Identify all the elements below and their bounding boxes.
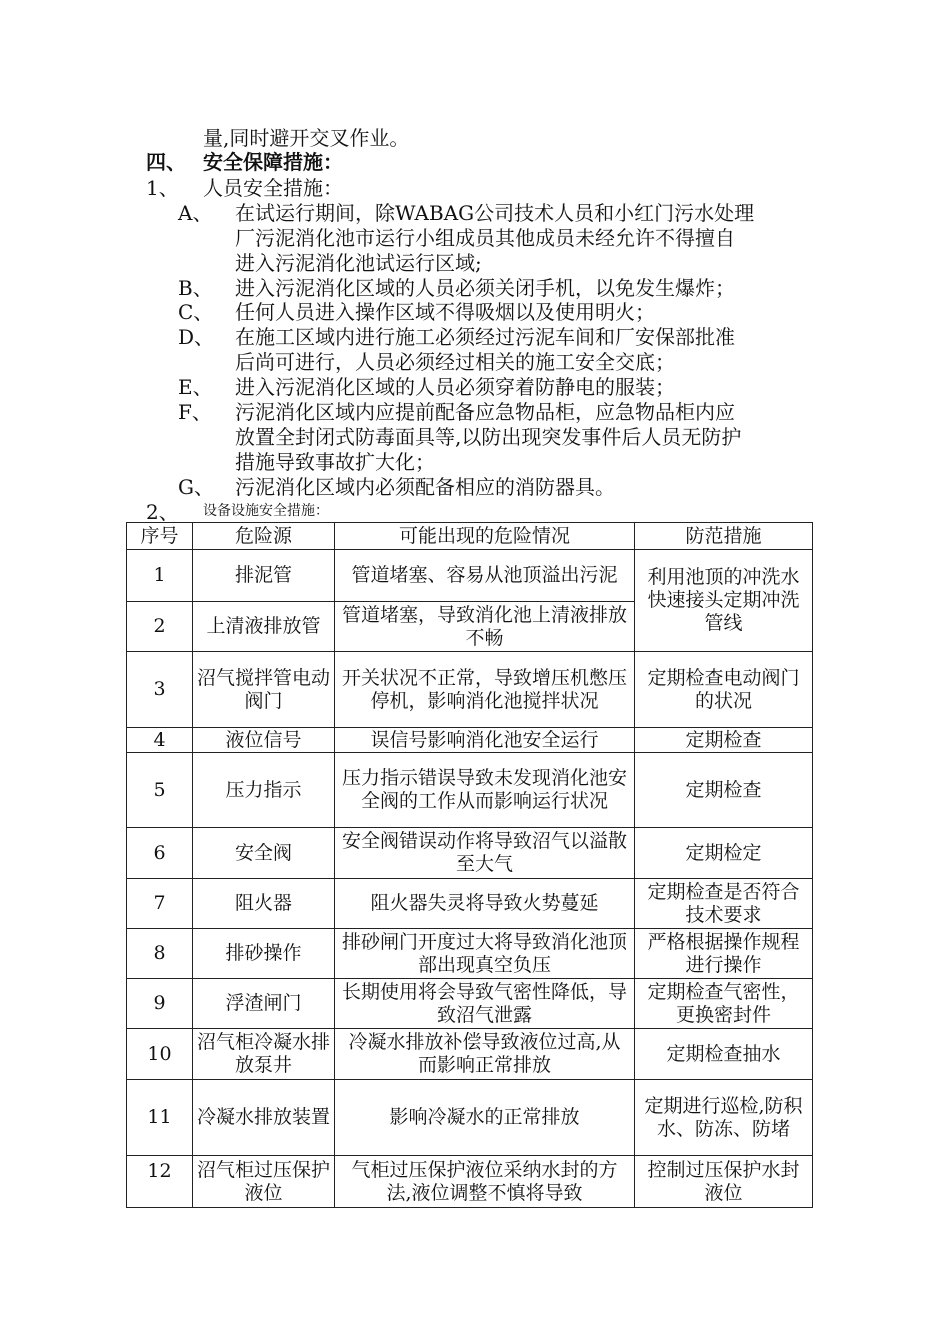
table-row: [127, 828, 813, 879]
header-measure: 防范措施: [635, 523, 813, 550]
cell-measure: 定期检查电动阀门的状况: [635, 652, 813, 728]
table-header-row: [127, 523, 813, 550]
table-row: [127, 728, 813, 753]
cell-measure: 严格根据操作规程进行操作: [635, 929, 813, 979]
cell-no: 2: [127, 602, 193, 652]
item-label: A、: [178, 201, 213, 225]
item-label: E、: [178, 375, 213, 399]
cell-danger: 压力指示错误导致未发现消化池安全阀的工作从而影响运行状况: [335, 753, 635, 828]
cell-no: 9: [127, 979, 193, 1029]
item-label: F、: [178, 400, 212, 424]
cell-source: 沼气柜冷凝水排放泵井: [193, 1029, 335, 1080]
table-row: [127, 879, 813, 929]
cell-measure: 控制过压保护水封液位: [635, 1156, 813, 1208]
item-text: 在试运行期间，除WABAG公司技术人员和小红门污水处理: [235, 201, 755, 225]
subsection-1-title: 人员安全措施：: [203, 176, 343, 200]
cell-measure: 定期进行巡检,防积水、防冻、防堵: [635, 1080, 813, 1156]
item-text: 任何人员进入操作区域不得吸烟以及使用明火；: [235, 300, 655, 324]
cell-source: 压力指示: [193, 753, 335, 828]
section-number: 四、: [146, 150, 186, 174]
item-text: 污泥消化区域内必须配备相应的消防器具。: [235, 475, 615, 499]
item-text: 进入污泥消化区域的人员必须穿着防静电的服装；: [235, 375, 675, 399]
cell-danger: 阻火器失灵将导致火势蔓延: [335, 879, 635, 929]
table-row: [127, 550, 813, 602]
cell-source: 沼气搅拌管电动阀门: [193, 652, 335, 728]
table-row: [127, 979, 813, 1029]
continuation-text: 量,同时避开交叉作业。: [203, 126, 410, 150]
cell-source: 安全阀: [193, 828, 335, 879]
cell-source: 排泥管: [193, 550, 335, 602]
cell-danger: 管道堵塞，导致消化池上清液排放不畅: [335, 602, 635, 652]
header-danger: 可能出现的危险情况: [335, 523, 635, 550]
cell-danger: 气柜过压保护液位采纳水封的方法,液位调整不慎将导致: [335, 1156, 635, 1208]
cell-no: 3: [127, 652, 193, 728]
item-text: 在施工区域内进行施工必须经过污泥车间和厂安保部批准: [235, 325, 735, 349]
cell-no: 8: [127, 929, 193, 979]
cell-measure: 定期检查: [635, 728, 813, 753]
cell-measure: 定期检查抽水: [635, 1029, 813, 1080]
cell-danger: 开关状况不正常，导致增压机憋压停机，影响消化池搅拌状况: [335, 652, 635, 728]
table-row: [127, 652, 813, 728]
cell-danger: 误信号影响消化池安全运行: [335, 728, 635, 753]
table-row: [127, 1080, 813, 1156]
cell-no: 5: [127, 753, 193, 828]
table-row: [127, 753, 813, 828]
cell-no: 4: [127, 728, 193, 753]
item-text: 放置全封闭式防毒面具等,以防出现突发事件后人员无防护: [235, 425, 742, 449]
subsection-1-number: 1、: [146, 176, 179, 200]
section-title: 安全保障措施：: [203, 150, 343, 174]
cell-source: 浮渣闸门: [193, 979, 335, 1029]
cell-measure: 定期检查: [635, 753, 813, 828]
header-source: 危险源: [193, 523, 335, 550]
item-text: 厂污泥消化池市运行小组成员其他成员未经允许不得擅自: [235, 226, 735, 250]
item-text: 后尚可进行，人员必须经过相关的施工安全交底；: [235, 350, 675, 374]
cell-danger: 冷凝水排放补偿导致液位过高,从而影响正常排放: [335, 1029, 635, 1080]
cell-no: 1: [127, 550, 193, 602]
cell-measure: 定期检查气密性，更换密封件: [635, 979, 813, 1029]
cell-no: 11: [127, 1080, 193, 1156]
subsection-2-number: 2、: [146, 500, 179, 524]
cell-danger: 影响冷凝水的正常排放: [335, 1080, 635, 1156]
item-text: 污泥消化区域内应提前配备应急物品柜，应急物品柜内应: [235, 400, 735, 424]
cell-measure: 利用池顶的冲洗水快速接头定期冲洗管线: [635, 550, 813, 652]
header-no: 序号: [127, 523, 193, 550]
subsection-2-title: 设备设施安全措施：: [203, 503, 329, 519]
item-text: 进入污泥消化池试运行区域;: [235, 251, 482, 275]
cell-measure: 定期检查是否符合技术要求: [635, 879, 813, 929]
cell-source: 液位信号: [193, 728, 335, 753]
table-row: [127, 929, 813, 979]
item-label: G、: [178, 475, 214, 499]
item-text: 措施导致事故扩大化；: [235, 450, 435, 474]
cell-danger: 管道堵塞、容易从池顶溢出污泥: [335, 550, 635, 602]
cell-no: 10: [127, 1029, 193, 1080]
cell-no: 7: [127, 879, 193, 929]
cell-source: 冷凝水排放装置: [193, 1080, 335, 1156]
cell-no: 6: [127, 828, 193, 879]
equipment-safety-table: [126, 522, 813, 1208]
cell-source: 上清液排放管: [193, 602, 335, 652]
table-row: [127, 1029, 813, 1080]
cell-source: 排砂操作: [193, 929, 335, 979]
cell-measure: 定期检定: [635, 828, 813, 879]
cell-no: 12: [127, 1156, 193, 1208]
cell-source: 沼气柜过压保护液位: [193, 1156, 335, 1208]
cell-danger: 长期使用将会导致气密性降低，导致沼气泄露: [335, 979, 635, 1029]
item-text: 进入污泥消化区域的人员必须关闭手机，以免发生爆炸；: [235, 276, 735, 300]
item-label: C、: [178, 300, 214, 324]
item-label: B、: [178, 276, 213, 300]
cell-source: 阻火器: [193, 879, 335, 929]
table-row: [127, 1156, 813, 1208]
cell-danger: 排砂闸门开度过大将导致消化池顶部出现真空负压: [335, 929, 635, 979]
cell-danger: 安全阀错误动作将导致沼气以溢散至大气: [335, 828, 635, 879]
item-label: D、: [178, 325, 215, 349]
